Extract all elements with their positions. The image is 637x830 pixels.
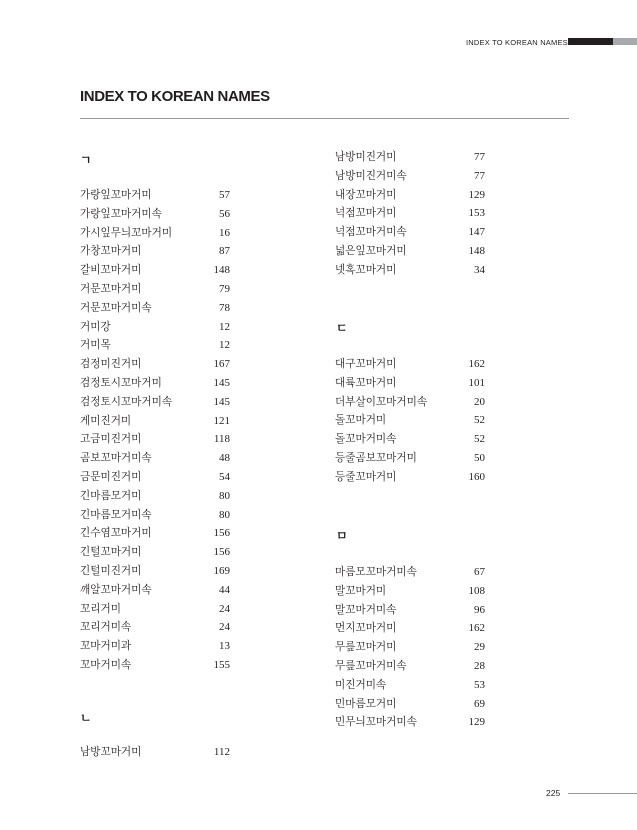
entry-page: 53 [474,678,485,691]
entry-name: 남방꼬마거미 [80,746,142,758]
entry-name: 내장꼬마거미 [335,188,397,201]
index-entry [335,713,485,732]
index-entry [335,601,485,620]
entry-name: 미진거미속 [335,678,387,691]
index-entry [335,186,485,205]
entry-page: 44 [219,583,230,596]
index-list-digeut [335,355,485,487]
entry-page: 12 [219,320,230,333]
entry-page: 69 [474,697,485,710]
index-entry [335,148,485,167]
page-title: INDEX TO KOREAN NAMES [80,88,270,105]
index-entry [335,374,485,393]
entry-name: 더부살이꼬마거미속 [335,395,428,408]
entry-page: 29 [474,641,485,654]
index-entry [80,637,230,656]
entry-page: 80 [219,489,230,502]
entry-name: 넉점꼬마거미 [335,207,397,220]
section-letter-nieun: ㄴ [80,711,92,725]
entry-name: 돌꼬마거미속 [335,433,397,446]
entry-page: 145 [213,376,230,389]
entry-page: 80 [219,508,230,521]
entry-name: 등줄꼬마거미 [335,470,397,483]
entry-page: 16 [219,226,230,239]
index-entry [80,562,230,581]
entry-name: 민마름모거미 [335,697,397,710]
entry-name: 가랑잎꼬마거미 [80,189,152,201]
entry-name: 말꼬마거미 [335,584,387,597]
entry-page: 12 [219,339,230,352]
index-entry [80,524,230,543]
entry-page: 24 [219,621,230,634]
index-entry [80,280,230,299]
entry-page: 79 [219,282,230,295]
entry-page: 147 [468,226,485,239]
index-entry [80,506,230,525]
index-entry [80,656,230,675]
index-entry [80,205,230,224]
index-list-mieum [335,563,485,732]
entry-name: 검정토시꼬마거미 [80,376,162,389]
entry-name: 넓은잎꼬마거미 [335,244,407,257]
entry-page: 129 [468,188,485,201]
index-entry [335,167,485,186]
index-entry [335,638,485,657]
entry-page: 54 [219,470,230,483]
entry-name: 대륙꼬마거미 [335,376,397,389]
entry-name: 금문미진거미 [80,470,142,483]
entry-name: 긴털꼬마거미 [80,546,142,559]
index-entry [80,618,230,637]
entry-page: 67 [474,566,485,578]
index-entry [335,242,485,261]
entry-page: 145 [213,395,230,408]
entry-name: 꼬리거미 [80,602,121,615]
entry-name: 등줄곰보꼬마거미 [335,451,417,464]
entry-name: 돌꼬마거미 [335,414,387,427]
running-head: INDEX TO KOREAN NAMES [466,38,568,47]
entry-page: 121 [213,414,230,427]
entry-page: 156 [213,546,230,559]
index-entry [80,299,230,318]
index-entry [80,224,230,243]
entry-page: 153 [468,207,485,220]
entry-name: 거문꼬마거미 [80,282,142,295]
section-letter-giyeok: ㄱ [80,153,92,167]
entry-name: 곰보꼬마거미속 [80,452,152,465]
entry-page: 162 [468,622,485,635]
section-letter-mieum: ㅁ [336,529,348,543]
page-number: 225 [546,788,561,798]
index-entry [335,657,485,676]
footer-rule [568,793,637,794]
entry-name: 대구꼬마거미 [335,358,397,370]
entry-name: 검정토시꼬마거미속 [80,395,173,408]
entry-name: 꼬리거미속 [80,621,132,634]
entry-page: 155 [213,658,230,671]
entry-name: 가창꼬마거미 [80,245,142,258]
entry-name: 남방미진거미속 [335,169,407,182]
index-entry [335,563,485,582]
entry-page: 77 [474,169,485,182]
index-entry [335,261,485,280]
index-entry [80,393,230,412]
entry-page: 162 [468,358,485,370]
entry-page: 118 [213,433,230,446]
entry-name: 깨알꼬마거미속 [80,583,152,596]
index-entry [335,449,485,468]
entry-page: 52 [474,414,485,427]
index-entry [80,743,230,762]
entry-page: 87 [219,245,230,258]
index-entry [80,374,230,393]
entry-page: 108 [468,584,485,597]
entry-page: 156 [213,527,230,540]
entry-page: 112 [213,746,230,758]
entry-page: 148 [468,244,485,257]
entry-name: 먼지꼬마거미 [335,622,397,635]
entry-page: 57 [219,189,230,201]
index-entry [80,318,230,337]
index-entry [335,411,485,430]
index-entry [80,468,230,487]
entry-name: 무릎꼬마거미속 [335,659,407,672]
index-list-giyeok [80,186,230,675]
entry-name: 말꼬마거미속 [335,603,397,616]
index-entry [335,430,485,449]
index-entry [335,393,485,412]
entry-name: 고금미진거미 [80,433,142,446]
running-head-bar [568,38,613,45]
entry-name: 민무늬꼬마거미속 [335,716,417,729]
entry-page: 96 [474,603,485,616]
entry-name: 마름모꼬마거미속 [335,566,417,578]
entry-page: 148 [213,264,230,277]
index-entry [80,412,230,431]
entry-name: 거미강 [80,320,111,333]
entry-name: 거미목 [80,339,111,352]
entry-name: 긴털미진거미 [80,564,142,577]
entry-page: 101 [468,376,485,389]
entry-name: 게미진거미 [80,414,132,427]
entry-page: 28 [474,659,485,672]
index-entry [80,242,230,261]
running-head-bar-tint [613,38,637,45]
entry-name: 거문꼬마거미속 [80,301,152,314]
entry-name: 남방미진거미 [335,151,397,163]
index-list-nieun-left [80,743,230,762]
entry-page: 56 [219,207,230,220]
index-entry [80,186,230,205]
entry-name: 넷혹꼬마거미 [335,263,397,276]
entry-page: 160 [468,470,485,483]
entry-page: 50 [474,451,485,464]
entry-name: 긴마름모거미 [80,489,142,502]
index-entry [335,468,485,487]
entry-name: 꼬마거미과 [80,640,132,653]
index-entry [80,600,230,619]
entry-page: 129 [468,716,485,729]
index-entry [80,430,230,449]
index-entry [335,355,485,374]
entry-page: 20 [474,395,485,408]
index-entry [335,695,485,714]
entry-page: 169 [213,564,230,577]
index-entry [80,487,230,506]
entry-name: 갈비꼬마거미 [80,264,142,277]
entry-name: 검정미진거미 [80,358,142,371]
entry-page: 78 [219,301,230,314]
index-entry [335,204,485,223]
index-entry [80,355,230,374]
entry-page: 34 [474,263,485,276]
index-entry [80,336,230,355]
index-entry [335,223,485,242]
index-entry [80,543,230,562]
entry-name: 가시잎무늬꼬마거미 [80,226,173,239]
entry-name: 넉점꼬마거미속 [335,226,407,239]
index-entry [80,449,230,468]
entry-name: 가랑잎꼬마거미속 [80,207,162,220]
entry-name: 긴마름모거미속 [80,508,152,521]
entry-name: 긴수염꼬마거미 [80,527,152,540]
index-entry [80,261,230,280]
index-entry [335,582,485,601]
entry-page: 24 [219,602,230,615]
entry-page: 48 [219,452,230,465]
entry-page: 52 [474,433,485,446]
index-list-nieun-right [335,148,485,280]
entry-page: 13 [219,640,230,653]
section-letter-digeut: ㄷ [336,321,348,335]
index-entry [335,619,485,638]
entry-name: 무릎꼬마거미 [335,641,397,654]
index-entry [335,676,485,695]
entry-page: 77 [474,151,485,163]
entry-page: 167 [213,358,230,371]
title-divider [80,118,569,119]
entry-name: 꼬마거미속 [80,658,132,671]
index-entry [80,581,230,600]
